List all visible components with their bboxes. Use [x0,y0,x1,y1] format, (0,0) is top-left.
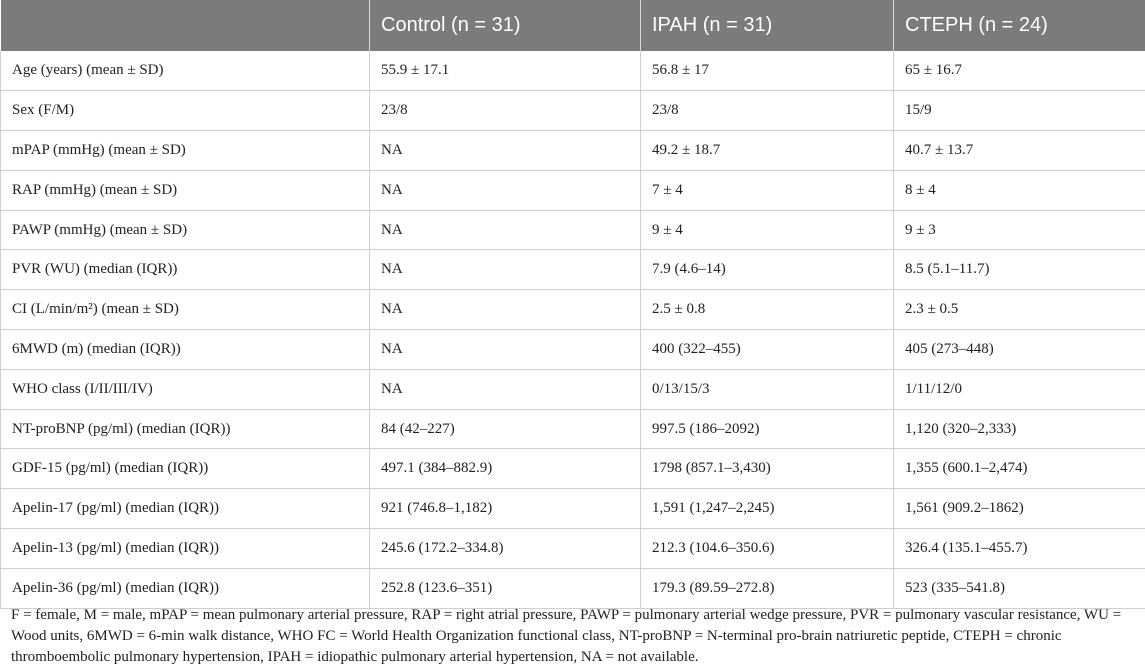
cell-variable: WHO class (I/II/III/IV) [1,369,370,409]
cell-variable: Apelin-36 (pg/ml) (median (IQR)) [1,568,370,608]
cell-ipah: 212.3 (104.6–350.6) [641,529,894,569]
cell-cteph: 2.3 ± 0.5 [894,290,1145,330]
cell-control: NA [370,369,641,409]
cell-control: 252.8 (123.6–351) [370,568,641,608]
cell-control: 84 (42–227) [370,409,641,449]
cell-control: NA [370,210,641,250]
table-row [1,290,1145,330]
header-cell-control: Control (n = 31) [370,0,641,51]
cell-variable: RAP (mmHg) (mean ± SD) [1,170,370,210]
cell-ipah: 0/13/15/3 [641,369,894,409]
cell-variable: Apelin-17 (pg/ml) (median (IQR)) [1,489,370,529]
cell-control: NA [370,290,641,330]
cell-cteph: 15/9 [894,91,1145,131]
cell-variable: PAWP (mmHg) (mean ± SD) [1,210,370,250]
cell-ipah: 9 ± 4 [641,210,894,250]
cell-ipah: 400 (322–455) [641,330,894,370]
table-row [1,489,1145,529]
cell-variable: CI (L/min/m²) (mean ± SD) [1,290,370,330]
header-cell-ipah: IPAH (n = 31) [641,0,894,51]
cell-variable: Sex (F/M) [1,91,370,131]
cell-ipah: 56.8 ± 17 [641,51,894,91]
cell-cteph: 1,120 (320–2,333) [894,409,1145,449]
table-row [1,330,1145,370]
table-row [1,170,1145,210]
cell-control: 497.1 (384–882.9) [370,449,641,489]
cell-ipah: 179.3 (89.59–272.8) [641,568,894,608]
cell-control: NA [370,131,641,171]
cell-ipah: 1,591 (1,247–2,245) [641,489,894,529]
cell-ipah: 7 ± 4 [641,170,894,210]
cell-cteph: 40.7 ± 13.7 [894,131,1145,171]
cell-control: 245.6 (172.2–334.8) [370,529,641,569]
cell-cteph: 1,561 (909.2–1862) [894,489,1145,529]
cell-cteph: 326.4 (135.1–455.7) [894,529,1145,569]
cell-variable: mPAP (mmHg) (mean ± SD) [1,131,370,171]
header-cell-cteph: CTEPH (n = 24) [894,0,1145,51]
cell-ipah: 49.2 ± 18.7 [641,131,894,171]
cell-control: 23/8 [370,91,641,131]
cell-ipah: 23/8 [641,91,894,131]
table-row [1,250,1145,290]
table-row [1,409,1145,449]
cell-variable: Apelin-13 (pg/ml) (median (IQR)) [1,529,370,569]
cell-ipah: 997.5 (186–2092) [641,409,894,449]
cell-cteph: 405 (273–448) [894,330,1145,370]
cell-control: 921 (746.8–1,182) [370,489,641,529]
table-row [1,131,1145,171]
table-row [1,91,1145,131]
cell-variable: PVR (WU) (median (IQR)) [1,250,370,290]
table-row [1,210,1145,250]
table-body [1,51,1145,608]
cell-variable: 6MWD (m) (median (IQR)) [1,330,370,370]
cell-variable: NT-proBNP (pg/ml) (median (IQR)) [1,409,370,449]
cell-ipah: 2.5 ± 0.8 [641,290,894,330]
header-cell-variable [1,0,370,51]
table-footnote: F = female, M = male, mPAP = mean pulmonary arterial pressure, RAP = right atrial pressure, PAWP = pulmonary arterial wedge pressure, PVR = pulmonary vascular resistance, WU = Wood units, 6MWD = 6-min walk distance, WHO FC = World Health Organization functional class, NT-proBNP = N-terminal pro-brain natriuretic peptide, CTEPH = chronic thromboembolic pulmonary hypertension, IPAH = idiopathic pulmonary arterial hypertension, NA = not available. [11,607,1122,665]
cell-cteph: 9 ± 3 [894,210,1145,250]
cell-control: 55.9 ± 17.1 [370,51,641,91]
cell-control: NA [370,250,641,290]
table-row [1,568,1145,608]
cell-cteph: 523 (335–541.8) [894,568,1145,608]
header-row [1,0,1145,51]
cell-ipah: 7.9 (4.6–14) [641,250,894,290]
cell-variable: Age (years) (mean ± SD) [1,51,370,91]
cell-cteph: 8.5 (5.1–11.7) [894,250,1145,290]
cell-control: NA [370,330,641,370]
cell-cteph: 1,355 (600.1–2,474) [894,449,1145,489]
cell-cteph: 65 ± 16.7 [894,51,1145,91]
cell-ipah: 1798 (857.1–3,430) [641,449,894,489]
cell-cteph: 8 ± 4 [894,170,1145,210]
table-row [1,529,1145,569]
cell-variable: GDF-15 (pg/ml) (median (IQR)) [1,449,370,489]
cell-cteph: 1/11/12/0 [894,369,1145,409]
table-row [1,449,1145,489]
table-row [1,369,1145,409]
cell-control: NA [370,170,641,210]
table-row [1,51,1145,91]
